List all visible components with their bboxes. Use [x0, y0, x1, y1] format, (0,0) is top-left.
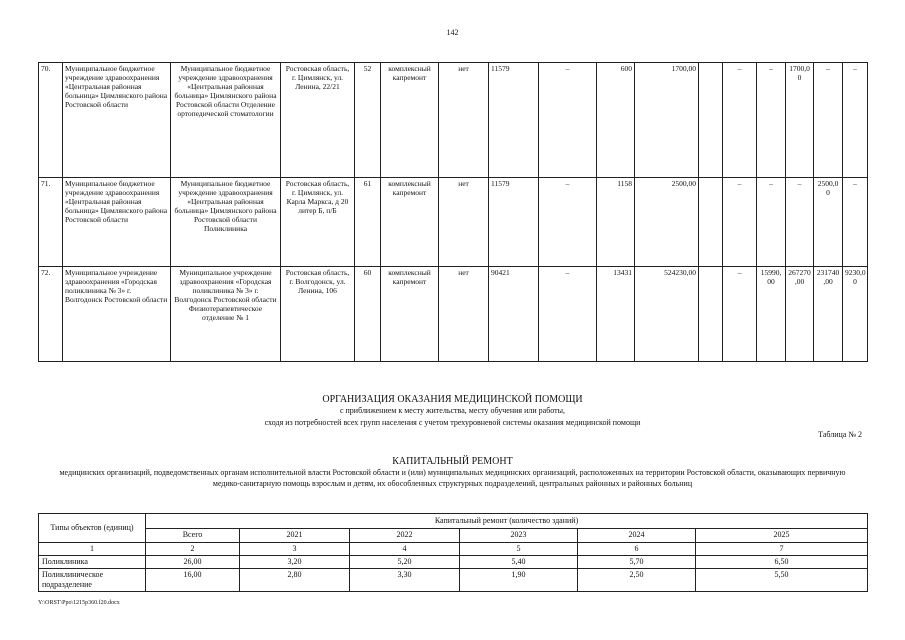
- address-cell: Ростовская область, г. Цимлянск, ул. Карла Маркса, д 20 литер Б, п/Б: [281, 178, 355, 267]
- dash-cell: –: [539, 63, 597, 178]
- wear-cell: 61: [355, 178, 381, 267]
- area-cell: 90421: [489, 267, 539, 362]
- row-label: Поликлиническое подразделение: [39, 569, 146, 592]
- value-cell: 3,20: [240, 556, 350, 569]
- column-header: 2022: [350, 528, 460, 543]
- flag-cell: нет: [439, 63, 489, 178]
- facilities-table: [38, 62, 868, 362]
- column-number: 1: [39, 543, 146, 556]
- table-header-row: [39, 514, 868, 529]
- wear-cell: 60: [355, 267, 381, 362]
- organization-cell: Муниципальное бюджетное учреждение здравоохранения «Центральная районная больница» Цимлянского района Ростовской области: [63, 63, 171, 178]
- year-2024-cell: 231740 ,00: [814, 267, 843, 362]
- table-row: [39, 569, 868, 592]
- repair-area-cell: 1158: [597, 178, 635, 267]
- table-header-row: [39, 528, 868, 543]
- section-title: ОРГАНИЗАЦИЯ ОКАЗАНИЯ МЕДИЦИНСКОЙ ПОМОЩИ: [322, 394, 583, 405]
- column-number: 7: [696, 543, 868, 556]
- page-number: 142: [446, 28, 459, 37]
- column-number: 2: [146, 543, 240, 556]
- section-subtitle: медицинских организаций, подведомственных органам исполнительной власти Ростовской области и (или) муниципальных медицинских организаций, расположенных на территории Ростовской области, оказывающих первичную медико-санитарную помощь взрослым и детям, их обособленных структурных подразделений, центральных районных и районных больниц: [59, 468, 846, 488]
- column-header: 2021: [240, 528, 350, 543]
- year-2023-cell: 267270 ,00: [786, 267, 814, 362]
- year-2024-cell: 2500,0 0: [814, 178, 843, 267]
- column-header: Всего: [146, 528, 240, 543]
- wear-cell: 52: [355, 63, 381, 178]
- empty-cell: [699, 267, 723, 362]
- file-path-footer: Y:\ORST\Ppo\1215p360.f20.docx: [38, 600, 120, 606]
- section-title: КАПИТАЛЬНЫЙ РЕМОНТ: [392, 456, 513, 467]
- table-row: [39, 178, 868, 267]
- repair-type-cell: комплексный капремонт: [381, 267, 439, 362]
- value-cell: 6,50: [696, 556, 868, 569]
- unit-cell: Муниципальное бюджетное учреждение здравоохранения «Центральная районная больница» Цимлянского района Ростовской области Поликлиника: [171, 178, 281, 267]
- row-number: 72.: [39, 267, 63, 362]
- column-number: 6: [578, 543, 696, 556]
- value-cell: 2,50: [578, 569, 696, 592]
- column-group-header: Капитальный ремонт (количество зданий): [146, 514, 868, 529]
- year-2025-cell: –: [843, 63, 868, 178]
- year-2025-cell: –: [843, 178, 868, 267]
- year-2022-cell: 15990, 00: [757, 267, 786, 362]
- year-2022-cell: –: [757, 178, 786, 267]
- table-number: Таблица № 2: [818, 430, 862, 439]
- table-row: [39, 267, 868, 362]
- repair-area-cell: 13431: [597, 267, 635, 362]
- unit-cell: Муниципальное бюджетное учреждение здравоохранения «Центральная районная больница» Цимлянского района Ростовской области Отделение ортопедической стоматологии: [171, 63, 281, 178]
- year-2023-cell: 1700,0 0: [786, 63, 814, 178]
- year-2025-cell: 9230,0 0: [843, 267, 868, 362]
- table-row: [39, 63, 868, 178]
- area-cell: 11579: [489, 178, 539, 267]
- flag-cell: нет: [439, 178, 489, 267]
- value-cell: 26,00: [146, 556, 240, 569]
- column-header: 2023: [460, 528, 578, 543]
- column-number: 3: [240, 543, 350, 556]
- total-cell: 2500,00: [635, 178, 699, 267]
- repair-type-cell: комплексный капремонт: [381, 63, 439, 178]
- area-cell: 11579: [489, 63, 539, 178]
- column-header: 2024: [578, 528, 696, 543]
- table-row: [39, 556, 868, 569]
- empty-cell: [699, 63, 723, 178]
- year-2022-cell: –: [757, 63, 786, 178]
- organization-cell: Муниципальное бюджетное учреждение здравоохранения «Центральная районная больница» Цимлянского района Ростовской области: [63, 178, 171, 267]
- empty-cell: [699, 178, 723, 267]
- column-number: 5: [460, 543, 578, 556]
- year-2021-cell: –: [723, 267, 757, 362]
- total-cell: 1700,00: [635, 63, 699, 178]
- column-number-row: [39, 543, 868, 556]
- unit-cell: Муниципальное учреждение здравоохранения «Городская поликлиника № 3» г. Волгодонск Ростовской области Физиотерапевтическое отделение № 1: [171, 267, 281, 362]
- value-cell: 5,40: [460, 556, 578, 569]
- value-cell: 5,20: [350, 556, 460, 569]
- value-cell: 3,30: [350, 569, 460, 592]
- year-2024-cell: –: [814, 63, 843, 178]
- flag-cell: нет: [439, 267, 489, 362]
- section-subtitle-line: сходя из потребностей всех групп населения с учетом трехуровневой системы оказания медицинской помощи: [264, 418, 641, 427]
- repair-type-cell: комплексный капремонт: [381, 178, 439, 267]
- address-cell: Ростовская область, г. Волгодонск, ул. Ленина, 106: [281, 267, 355, 362]
- dash-cell: –: [539, 267, 597, 362]
- column-header: Типы объектов (единиц): [39, 514, 146, 543]
- total-cell: 524230,00: [635, 267, 699, 362]
- dash-cell: –: [539, 178, 597, 267]
- row-number: 71.: [39, 178, 63, 267]
- organization-cell: Муниципальное учреждение здравоохранения «Городская поликлиника № 3» г. Волгодонск Ростовской области: [63, 267, 171, 362]
- column-number: 4: [350, 543, 460, 556]
- value-cell: 5,50: [696, 569, 868, 592]
- section-subtitle-line: с приближением к месту жительства, месту обучения или работы,: [339, 406, 566, 415]
- year-2021-cell: –: [723, 178, 757, 267]
- address-cell: Ростовская область, г. Цимлянск, ул. Ленина, 22/21: [281, 63, 355, 178]
- repair-area-cell: 600: [597, 63, 635, 178]
- row-number: 70.: [39, 63, 63, 178]
- year-2021-cell: –: [723, 63, 757, 178]
- value-cell: 5,70: [578, 556, 696, 569]
- value-cell: 1,90: [460, 569, 578, 592]
- row-label: Поликлиника: [39, 556, 146, 569]
- column-header: 2025: [696, 528, 868, 543]
- capital-repair-table: [38, 513, 868, 592]
- year-2023-cell: –: [786, 178, 814, 267]
- value-cell: 16,00: [146, 569, 240, 592]
- value-cell: 2,80: [240, 569, 350, 592]
